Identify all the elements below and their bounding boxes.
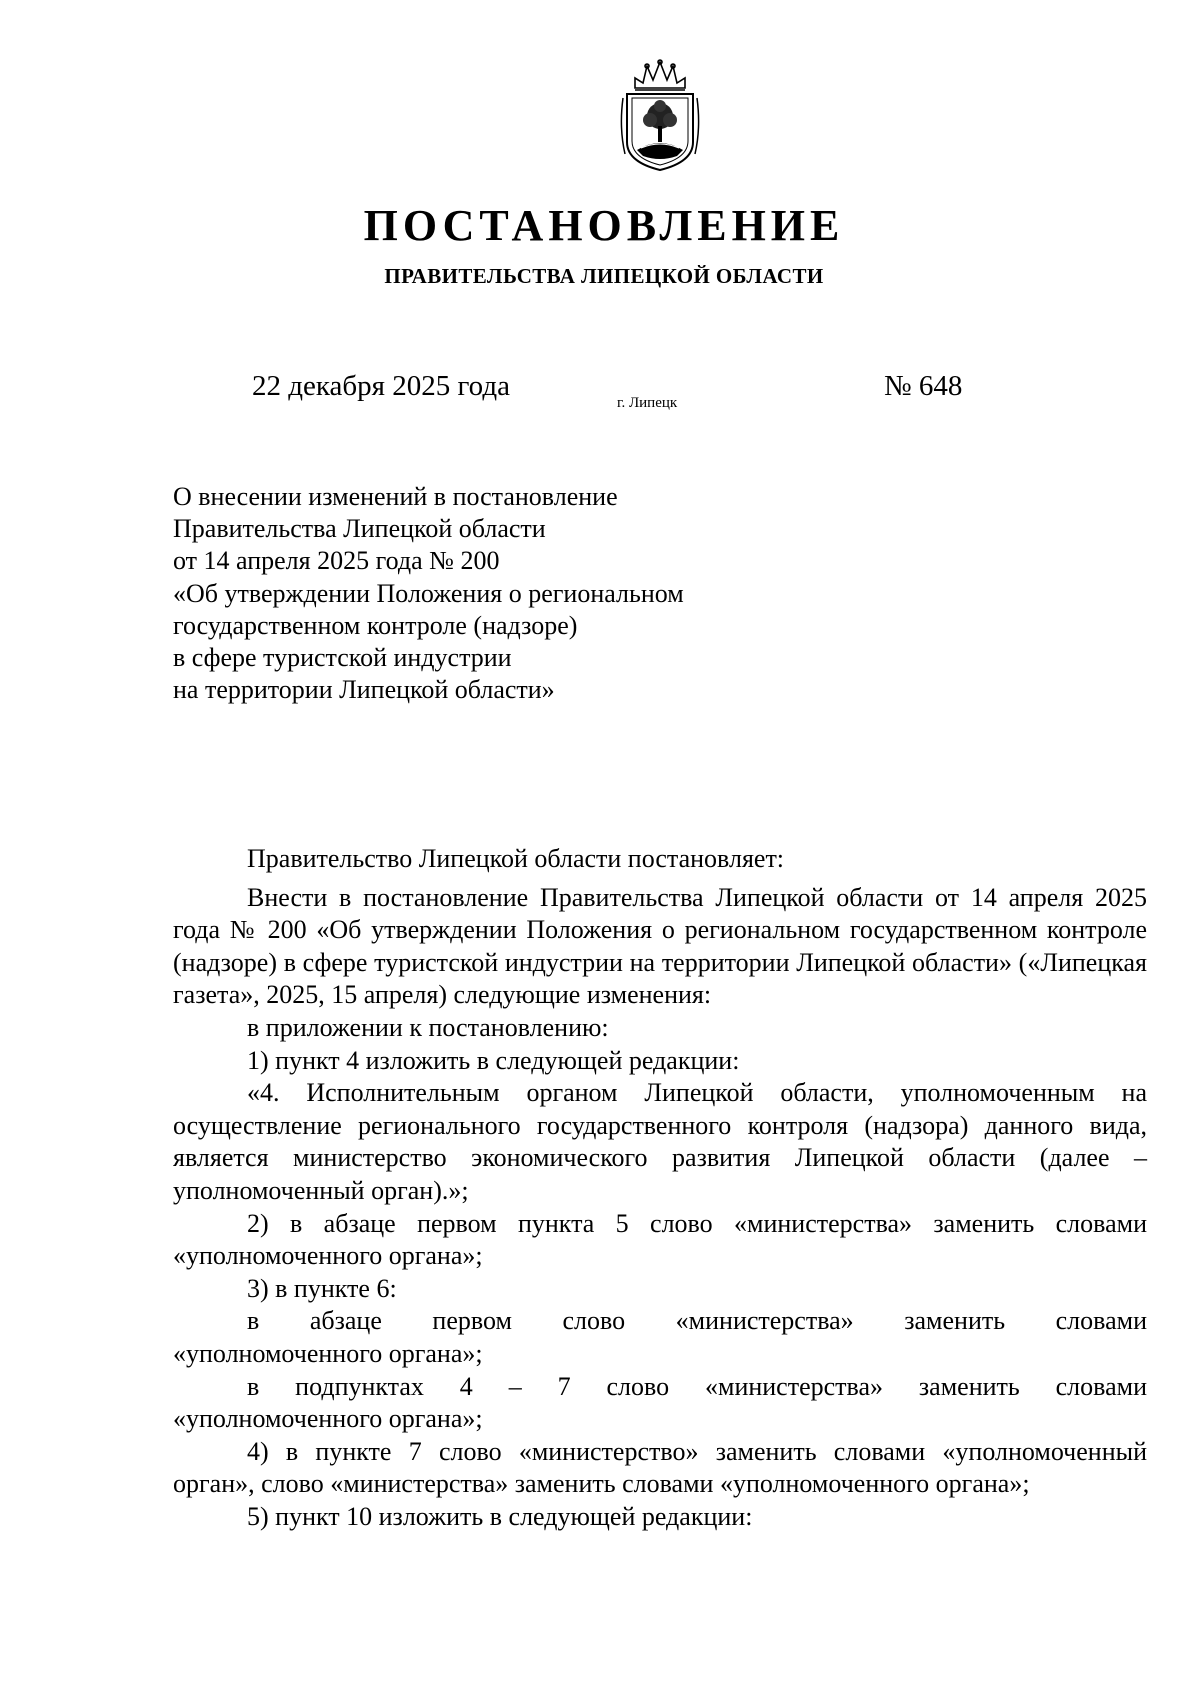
document-heading — [173, 481, 793, 706]
heading-line: Правительства Липецкой области — [173, 514, 546, 544]
heading-line: О внесении изменений в постановление — [173, 482, 618, 511]
document-number: № 648 — [884, 370, 963, 402]
document-title: ПОСТАНОВЛЕНИЕ — [363, 201, 845, 250]
coat-of-arms-icon — [617, 58, 703, 174]
body-paragraph: Внести в постановление Правительства Липецкой области от 14 апреля 2025 года № 200 «Об утверждении Положения о региональном государственном контроле (надзоре) в сфере туристской индустрии на территории Липецкой области» («Липецкая газета», 2025, 15 апреля) следующие изменения: — [173, 882, 1147, 1010]
body-line: в подпунктах 4 – 7 слово «министерства» заменить словами — [247, 1371, 1147, 1401]
body-paragraph: в приложении к постановлению: — [247, 1012, 609, 1042]
document-subtitle: ПРАВИТЕЛЬСТВА ЛИПЕЦКОЙ ОБЛАСТИ — [384, 264, 824, 288]
body-paragraph: 3) в пункте 6: — [247, 1273, 397, 1303]
body-paragraph: Правительство Липецкой области постановляет: — [247, 844, 785, 873]
body-line: «уполномоченного органа»; — [173, 1338, 483, 1368]
body-line: в абзаце первом слово «министерства» заменить словами — [247, 1306, 1147, 1336]
document-body — [173, 843, 1147, 1533]
body-paragraph: 1) пункт 4 изложить в следующей редакции: — [247, 1045, 740, 1075]
body-paragraph: 4) в пункте 7 слово «министерство» заменить словами «уполномоченный орган», слово «министерства» заменить словами «уполномоченного органа»; — [173, 1436, 1147, 1499]
document-date: 22 декабря 2025 года — [252, 370, 510, 402]
body-paragraph: «4. Исполнительным органом Липецкой области, уполномоченным на осуществление регионального государственного контроля (надзора) данного вида, является министерство экономического развития Липецкой области (далее – уполномоченный орган).»; — [173, 1078, 1147, 1205]
heading-line: от 14 апреля 2025 года № 200 — [173, 546, 500, 576]
body-paragraph: 5) пункт 10 изложить в следующей редакции: — [247, 1501, 753, 1531]
body-paragraph: 2) в абзаце первом пункта 5 слово «министерства» заменить словами «уполномоченного органа»; — [173, 1208, 1147, 1271]
tree-icon — [643, 100, 677, 142]
heading-line: в сфере туристской индустрии — [173, 643, 512, 673]
crown-icon — [635, 60, 685, 90]
heading-line: на территории Липецкой области» — [173, 675, 555, 705]
heading-line: «Об утверждении Положения о региональном — [173, 578, 684, 608]
document-city: г. Липецк — [617, 395, 678, 411]
body-line: «уполномоченного органа»; — [173, 1404, 483, 1434]
heading-line: государственном контроле (надзоре) — [173, 610, 578, 640]
